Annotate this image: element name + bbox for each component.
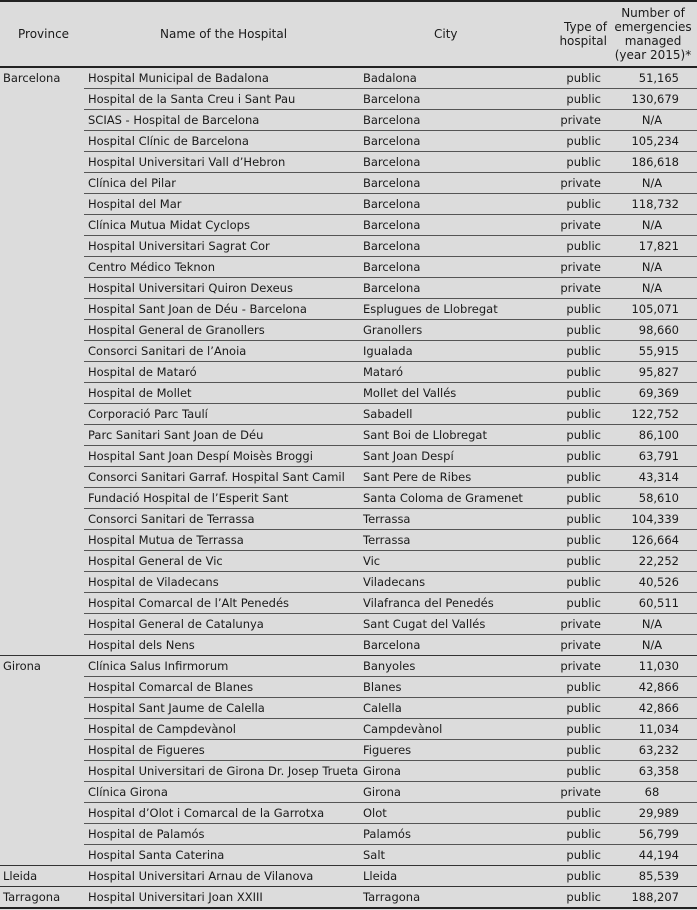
province-cell: [0, 761, 84, 782]
hospital-name-cell: Consorci Sanitari de Terrassa: [84, 509, 359, 530]
table-row: [0, 635, 697, 656]
hospital-name-cell: Clínica Salus Infirmorum: [84, 656, 359, 677]
province-cell: Tarragona: [0, 887, 84, 909]
province-cell: [0, 614, 84, 635]
table-row: [0, 824, 697, 845]
hospital-name-cell: Hospital de Figueres: [84, 740, 359, 761]
hospital-type-cell: public: [539, 446, 609, 467]
hospital-type-cell: private: [539, 614, 609, 635]
table-row: [0, 698, 697, 719]
emergencies-cell: 42,866: [609, 698, 697, 719]
table-row: [0, 614, 697, 635]
hospital-type-cell: private: [539, 635, 609, 656]
city-cell: Terrassa: [359, 530, 539, 551]
province-cell: [0, 467, 84, 488]
hospital-type-cell: public: [539, 593, 609, 614]
hospital-name-cell: Hospital Mutua de Terrassa: [84, 530, 359, 551]
emergencies-cell: 11,034: [609, 719, 697, 740]
city-cell: Vic: [359, 551, 539, 572]
hospital-type-cell: public: [539, 677, 609, 698]
table-row: [0, 236, 697, 257]
emergencies-cell: 98,660: [609, 320, 697, 341]
table-row: [0, 131, 697, 152]
hospital-type-cell: public: [539, 404, 609, 425]
table-row: [0, 320, 697, 341]
hospital-name-cell: Fundació Hospital de l’Esperit Sant: [84, 488, 359, 509]
emergencies-cell: 60,511: [609, 593, 697, 614]
hospital-type-cell: private: [539, 173, 609, 194]
emergencies-cell: 118,732: [609, 194, 697, 215]
emergencies-cell: 68: [609, 782, 697, 803]
province-cell: [0, 845, 84, 866]
emergencies-cell: 126,664: [609, 530, 697, 551]
city-cell: Terrassa: [359, 509, 539, 530]
emergencies-cell: 63,358: [609, 761, 697, 782]
emergencies-cell: 43,314: [609, 467, 697, 488]
hospital-type-cell: public: [539, 551, 609, 572]
city-cell: Figueres: [359, 740, 539, 761]
hospital-type-cell: public: [539, 761, 609, 782]
city-cell: Blanes: [359, 677, 539, 698]
emergencies-cell: N/A: [609, 215, 697, 236]
province-cell: [0, 677, 84, 698]
city-cell: Girona: [359, 782, 539, 803]
province-cell: [0, 572, 84, 593]
hospital-name-cell: Hospital Comarcal de Blanes: [84, 677, 359, 698]
city-cell: Santa Coloma de Gramenet: [359, 488, 539, 509]
hospital-type-cell: public: [539, 488, 609, 509]
header-province: Province: [18, 27, 70, 41]
hospital-name-cell: Hospital General de Catalunya: [84, 614, 359, 635]
emergencies-cell: N/A: [609, 635, 697, 656]
table-row: [0, 593, 697, 614]
city-cell: Barcelona: [359, 152, 539, 173]
hospital-type-cell: public: [539, 89, 609, 110]
city-cell: Calella: [359, 698, 539, 719]
emergencies-cell: 130,679: [609, 89, 697, 110]
province-cell: [0, 509, 84, 530]
province-cell: [0, 404, 84, 425]
hospital-type-cell: private: [539, 278, 609, 299]
city-cell: Tarragona: [359, 887, 539, 909]
hospital-type-cell: public: [539, 299, 609, 320]
city-cell: Barcelona: [359, 278, 539, 299]
table-row: [0, 887, 697, 909]
province-cell: [0, 362, 84, 383]
hospital-type-cell: private: [539, 257, 609, 278]
hospital-name-cell: Hospital de la Santa Creu i Sant Pau: [84, 89, 359, 110]
province-cell: Barcelona: [3, 71, 61, 86]
hospital-name-cell: Hospital dels Nens: [84, 635, 359, 656]
city-cell: Esplugues de Llobregat: [359, 299, 539, 320]
hospital-type-cell: public: [539, 236, 609, 257]
hospital-type-cell: private: [539, 656, 609, 677]
hospital-type-cell: public: [539, 824, 609, 845]
emergencies-cell: 58,610: [609, 488, 697, 509]
city-cell: Barcelona: [359, 215, 539, 236]
province-cell: [0, 110, 84, 131]
table-row: [0, 173, 697, 194]
hospital-name-cell: Clínica del Pilar: [84, 173, 359, 194]
emergencies-cell: 188,207: [609, 887, 697, 909]
emergencies-cell: 51,165: [609, 67, 697, 89]
hospital-name-cell: Hospital Universitari Vall d’Hebron: [84, 152, 359, 173]
hospital-name-cell: Hospital de Palamós: [84, 824, 359, 845]
table-row: [0, 509, 697, 530]
hospital-name-cell: Clínica Girona: [84, 782, 359, 803]
hospital-name-cell: Hospital de Mataró: [84, 362, 359, 383]
hospital-name-cell: Hospital Santa Caterina: [84, 845, 359, 866]
emergencies-cell: 17,821: [609, 236, 697, 257]
hospital-type-cell: public: [539, 131, 609, 152]
table-row: [0, 299, 697, 320]
city-cell: Mataró: [359, 362, 539, 383]
city-cell: Barcelona: [359, 110, 539, 131]
hospital-name-cell: Hospital Universitari de Girona Dr. Josep Trueta: [84, 761, 359, 782]
table-row: [0, 383, 697, 404]
table-row: [0, 257, 697, 278]
header-type: Type of hospital: [559, 20, 607, 48]
hospital-name-cell: Hospital Sant Joan Despí Moisès Broggi: [84, 446, 359, 467]
table-row: [0, 761, 697, 782]
province-cell: [0, 698, 84, 719]
hospital-type-cell: public: [539, 152, 609, 173]
hospital-type-cell: public: [539, 425, 609, 446]
hospital-type-cell: public: [539, 67, 609, 89]
province-cell: [0, 593, 84, 614]
hospital-type-cell: public: [539, 362, 609, 383]
hospital-type-cell: public: [539, 803, 609, 824]
table-row: [0, 782, 697, 803]
emergencies-cell: 63,791: [609, 446, 697, 467]
table-row: [0, 362, 697, 383]
hospital-name-cell: Hospital Universitari Quiron Dexeus: [84, 278, 359, 299]
emergencies-cell: 122,752: [609, 404, 697, 425]
city-cell: Barcelona: [359, 635, 539, 656]
hospital-type-cell: public: [539, 509, 609, 530]
city-cell: Olot: [359, 803, 539, 824]
table-row: [0, 194, 697, 215]
emergencies-cell: N/A: [609, 614, 697, 635]
table-row: [0, 446, 697, 467]
hospital-name-cell: Hospital de Campdevànol: [84, 719, 359, 740]
city-cell: Viladecans: [359, 572, 539, 593]
province-cell: [0, 488, 84, 509]
hospital-type-cell: public: [539, 320, 609, 341]
province-cell: [0, 635, 84, 656]
hospital-type-cell: public: [539, 698, 609, 719]
province-cell: [0, 173, 84, 194]
hospital-name-cell: Hospital de Viladecans: [84, 572, 359, 593]
hospital-name-cell: Hospital Clínic de Barcelona: [84, 131, 359, 152]
city-cell: Campdevànol: [359, 719, 539, 740]
hospital-name-cell: Hospital Sant Joan de Déu - Barcelona: [84, 299, 359, 320]
hospital-name-cell: SCIAS - Hospital de Barcelona: [84, 110, 359, 131]
hospital-type-cell: public: [539, 467, 609, 488]
table-row: [0, 404, 697, 425]
hospital-type-cell: public: [539, 887, 609, 909]
table-row: [0, 572, 697, 593]
table-row: [0, 866, 697, 887]
emergencies-cell: 44,194: [609, 845, 697, 866]
city-cell: Sant Cugat del Vallés: [359, 614, 539, 635]
province-cell: [0, 551, 84, 572]
city-cell: Barcelona: [359, 173, 539, 194]
province-cell: [0, 740, 84, 761]
hospital-name-cell: Consorci Sanitari de l’Anoia: [84, 341, 359, 362]
province-cell: [0, 803, 84, 824]
province-cell: [0, 320, 84, 341]
province-cell: [0, 215, 84, 236]
city-cell: Barcelona: [359, 131, 539, 152]
emergencies-cell: 186,618: [609, 152, 697, 173]
table-row: [0, 67, 697, 89]
hospital-type-cell: public: [539, 866, 609, 887]
city-cell: Sant Pere de Ribes: [359, 467, 539, 488]
table-row: [0, 740, 697, 761]
hospital-type-cell: public: [539, 194, 609, 215]
city-cell: Vilafranca del Penedés: [359, 593, 539, 614]
table-row: [0, 152, 697, 173]
header-city: City: [434, 27, 458, 41]
table-body: [0, 67, 697, 908]
province-cell: [0, 446, 84, 467]
emergencies-cell: 11,030: [609, 656, 697, 677]
hospital-type-cell: public: [539, 530, 609, 551]
province-cell: [0, 425, 84, 446]
city-cell: Igualada: [359, 341, 539, 362]
emergencies-cell: N/A: [609, 278, 697, 299]
emergencies-cell: 85,539: [609, 866, 697, 887]
emergencies-cell: 55,915: [609, 341, 697, 362]
province-cell: [0, 131, 84, 152]
city-cell: Granollers: [359, 320, 539, 341]
city-cell: Palamós: [359, 824, 539, 845]
hospital-name-cell: Centro Médico Teknon: [84, 257, 359, 278]
hospital-type-cell: public: [539, 341, 609, 362]
table-row: [0, 341, 697, 362]
city-cell: Barcelona: [359, 89, 539, 110]
province-cell: [0, 278, 84, 299]
hospital-name-cell: Hospital Universitari Arnau de Vilanova: [84, 866, 359, 887]
hospital-name-cell: Hospital Municipal de Badalona: [84, 67, 359, 89]
table-row: [0, 488, 697, 509]
table-row: [0, 803, 697, 824]
province-cell: [0, 383, 84, 404]
hospital-name-cell: Hospital de Mollet: [84, 383, 359, 404]
city-cell: Banyoles: [359, 656, 539, 677]
hospital-type-cell: public: [539, 740, 609, 761]
province-cell: [0, 530, 84, 551]
table-row: [0, 530, 697, 551]
city-cell: Salt: [359, 845, 539, 866]
hospital-type-cell: public: [539, 383, 609, 404]
emergencies-cell: 22,252: [609, 551, 697, 572]
emergencies-cell: 86,100: [609, 425, 697, 446]
hospital-name-cell: Hospital Comarcal de l’Alt Penedés: [84, 593, 359, 614]
hospital-type-cell: public: [539, 719, 609, 740]
province-cell: [0, 782, 84, 803]
header-emergencies: Number of emergencies managed (year 2015)*: [614, 6, 692, 62]
city-cell: Sant Joan Despí: [359, 446, 539, 467]
hospital-name-cell: Hospital General de Vic: [84, 551, 359, 572]
table-row: [0, 425, 697, 446]
header-hospital-name: Name of the Hospital: [160, 27, 288, 41]
hospital-name-cell: Hospital Universitari Joan XXIII: [84, 887, 359, 909]
province-cell: [0, 719, 84, 740]
emergencies-cell: 40,526: [609, 572, 697, 593]
hospital-type-cell: private: [539, 215, 609, 236]
table-row: [0, 110, 697, 131]
province-cell: [0, 152, 84, 173]
table-row: [0, 719, 697, 740]
table-row: [0, 551, 697, 572]
hospital-name-cell: Clínica Mutua Midat Cyclops: [84, 215, 359, 236]
province-cell: [0, 824, 84, 845]
province-cell: [0, 194, 84, 215]
city-cell: Barcelona: [359, 257, 539, 278]
hospital-name-cell: Corporació Parc Taulí: [84, 404, 359, 425]
hospital-type-cell: private: [539, 782, 609, 803]
emergencies-cell: 104,339: [609, 509, 697, 530]
table-row: [0, 656, 697, 677]
hospital-type-cell: public: [539, 572, 609, 593]
header-row: [0, 1, 697, 67]
table-row: [0, 278, 697, 299]
hospital-name-cell: Hospital Sant Jaume de Calella: [84, 698, 359, 719]
city-cell: Barcelona: [359, 194, 539, 215]
table-row: [0, 89, 697, 110]
hospital-type-cell: public: [539, 845, 609, 866]
province-cell: [0, 257, 84, 278]
hospital-name-cell: Hospital Universitari Sagrat Cor: [84, 236, 359, 257]
hospital-name-cell: Hospital del Mar: [84, 194, 359, 215]
emergencies-cell: 69,369: [609, 383, 697, 404]
hospital-name-cell: Parc Sanitari Sant Joan de Déu: [84, 425, 359, 446]
emergencies-cell: 105,234: [609, 131, 697, 152]
emergencies-cell: 29,989: [609, 803, 697, 824]
table-row: [0, 467, 697, 488]
hospital-name-cell: Consorci Sanitari Garraf. Hospital Sant Camil: [84, 467, 359, 488]
emergencies-cell: 63,232: [609, 740, 697, 761]
province-cell: [0, 236, 84, 257]
table-header: [0, 1, 697, 67]
city-cell: Sabadell: [359, 404, 539, 425]
table-row: [0, 215, 697, 236]
emergencies-cell: N/A: [609, 173, 697, 194]
province-cell: [0, 341, 84, 362]
city-cell: Lleida: [359, 866, 539, 887]
city-cell: Badalona: [359, 67, 539, 89]
emergencies-cell: 105,071: [609, 299, 697, 320]
province-cell: [0, 89, 84, 110]
hospital-name-cell: Hospital d’Olot i Comarcal de la Garrotxa: [84, 803, 359, 824]
province-cell: Lleida: [0, 866, 84, 887]
emergencies-cell: 56,799: [609, 824, 697, 845]
emergencies-cell: 42,866: [609, 677, 697, 698]
province-cell: Girona: [3, 659, 41, 674]
city-cell: Barcelona: [359, 236, 539, 257]
table-row: [0, 845, 697, 866]
city-cell: Girona: [359, 761, 539, 782]
emergencies-cell: 95,827: [609, 362, 697, 383]
city-cell: Sant Boi de Llobregat: [359, 425, 539, 446]
emergencies-cell: N/A: [609, 257, 697, 278]
province-cell: [0, 299, 84, 320]
hospital-type-cell: private: [539, 110, 609, 131]
city-cell: Mollet del Vallés: [359, 383, 539, 404]
emergencies-cell: N/A: [609, 110, 697, 131]
hospital-name-cell: Hospital General de Granollers: [84, 320, 359, 341]
table-row: [0, 677, 697, 698]
